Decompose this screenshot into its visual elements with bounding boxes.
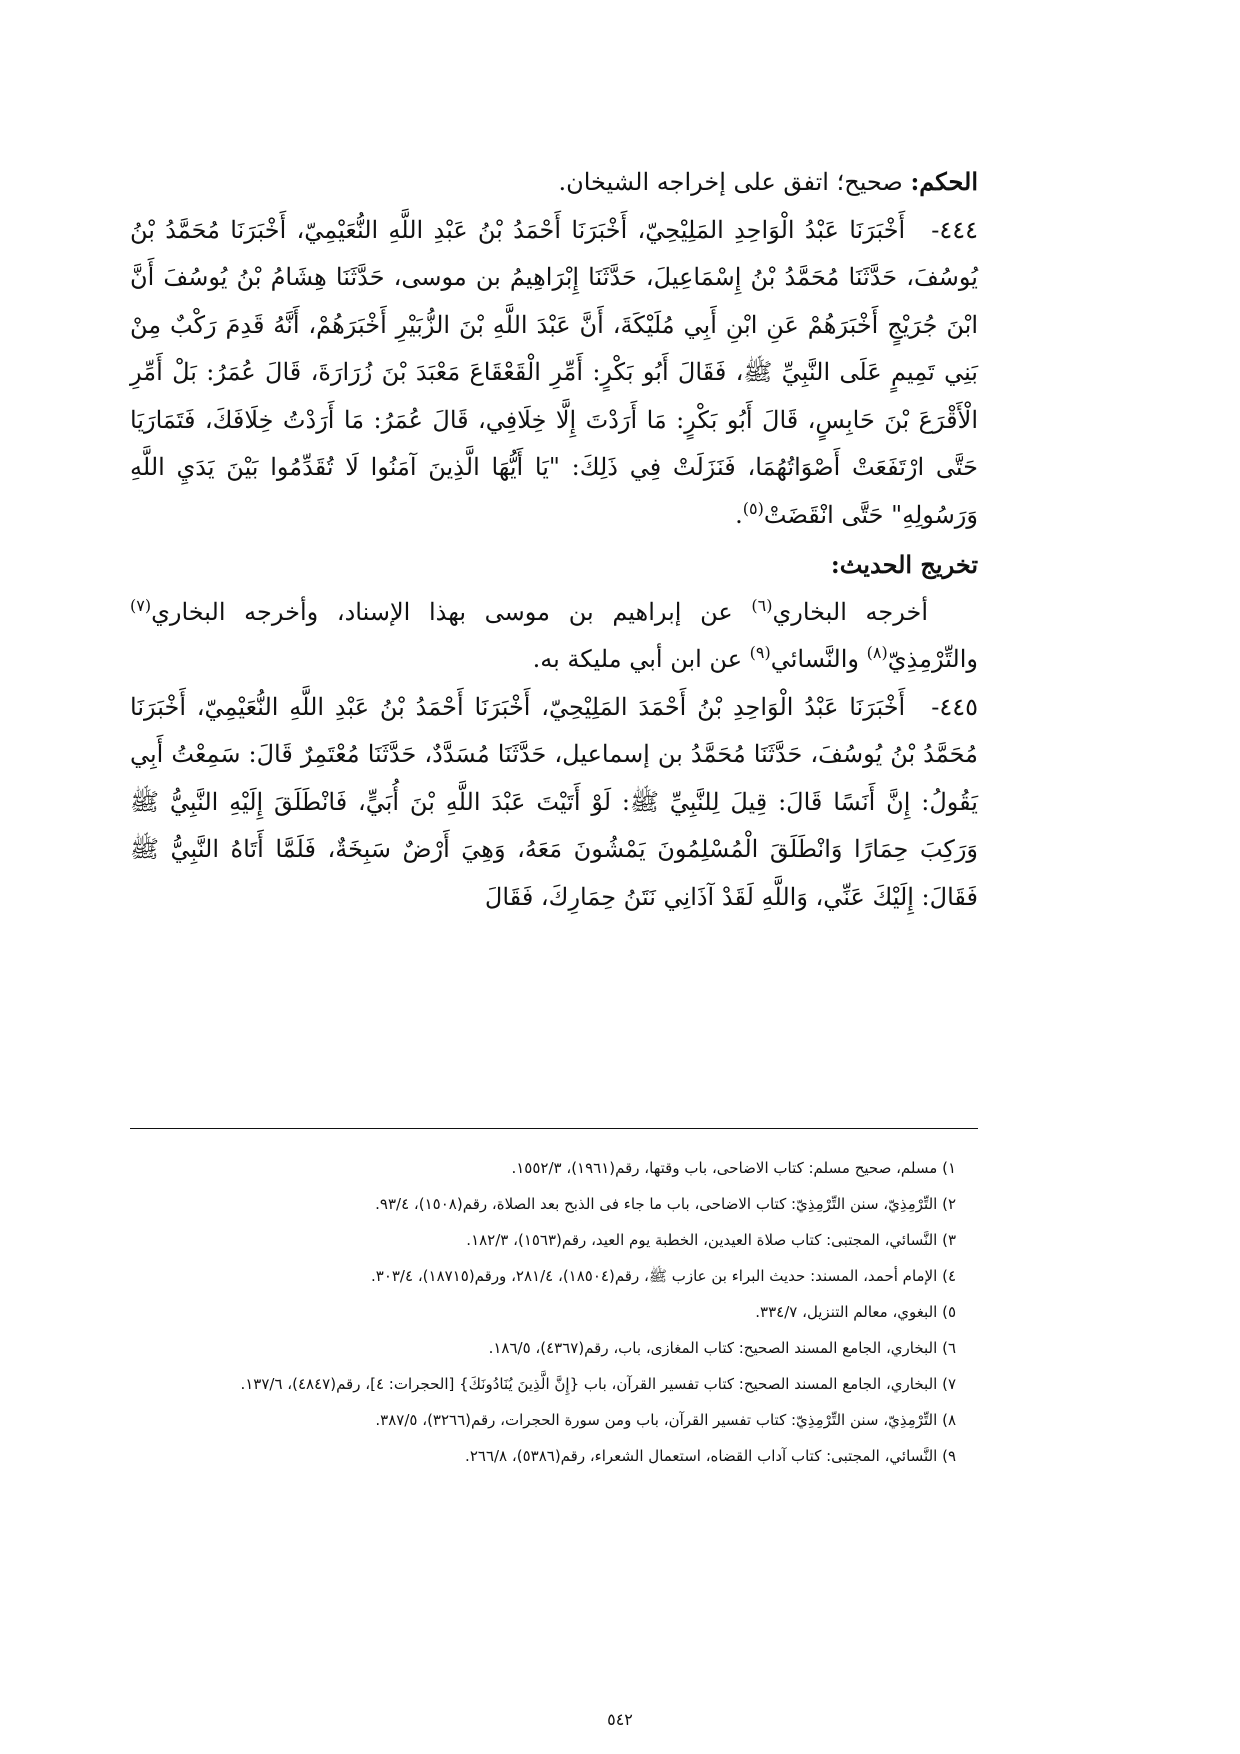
footnote-text: التِّرْمِذِيّ، سنن التِّرْمِذِيّ: كتاب الاضاحى، باب ما جاء فى الذبح بعد الصلاة، رقم(١٥٠٨)، ٩٣/٤. [375,1195,943,1213]
footnote-number: ٤) [942,1267,956,1285]
footnote-7 [130,1366,978,1402]
footnote-divider [130,1128,978,1129]
footnote-number: ٢) [942,1195,956,1213]
footnote-ref-6[interactable]: (٦) [751,595,773,615]
footnote-5 [130,1294,978,1330]
footnote-1 [130,1150,978,1186]
main-text [130,158,978,921]
footnote-text: البخاري، الجامع المسند الصحيح: كتاب تفسير القرآن، باب {إِنَّ الَّذِينَ يُنَادُونَكَ} [الحجرات: ٤]، رقم(٤٨٤٧)، ١٣٧/٦. [240,1375,943,1393]
hadith-444-number: ٤٤٤- [931,215,978,244]
footnotes [130,1150,978,1474]
footnote-number: ٩) [942,1447,956,1465]
ruling-label: الحكم: [910,167,978,196]
takhrij-heading: تخريج الحديث: [830,550,978,579]
footnote-text: البخاري، الجامع المسند الصحيح: كتاب المغازى، باب، رقم(٤٣٦٧)، ١٨٦/٥. [488,1339,943,1357]
footnote-6 [130,1330,978,1366]
takhrij-text-3: والتِّرْمِذِيّ [887,645,978,673]
footnote-number: ١) [942,1159,956,1177]
footnote-8 [130,1402,978,1438]
footnote-ref-5[interactable]: (٥) [742,498,764,518]
footnote-text: الإمام أحمد، المسند: حديث البراء بن عازب ﷺ، رقم(١٨٥٠٤)، ٢٨١/٤، ورقم(١٨٧١٥)، ٣٠٣/٤. [370,1267,943,1285]
footnote-ref-7[interactable]: (٧) [130,595,152,615]
footnote-text: البغوي، معالم التنزيل، ٣٣٤/٧. [755,1303,943,1321]
footnote-2 [130,1186,978,1222]
footnote-number: ٧) [942,1375,956,1393]
footnote-text: النَّسائي، المجتبى: كتاب صلاة العيدين، الخطبة يوم العيد، رقم(١٥٦٣)، ١٨٢/٣. [466,1231,943,1249]
hadith-445 [130,684,978,922]
footnote-number: ٣) [942,1231,956,1249]
takhrij-text-5: عن ابن أبي مليكة به. [532,645,750,673]
hadith-444-text: أَخْبَرَنَا عَبْدُ الْوَاحِدِ المَلِيْحِيّ، أَخْبَرَنَا أَحْمَدُ بْنُ عَبْدِ اللَّهِ النُّعَيْمِيّ، أَخْبَرَنَا مُحَمَّدُ بْنُ يُوسُفَ، حَدَّثَنَا مُحَمَّدُ بْنُ إِسْمَاعِيلَ، حَدَّثَنَا إِبْرَاهِيمُ بن موسى، حَدَّثَنَا هِشَامُ بْنُ يُوسُفَ أَنَّ ابْنَ جُرَيْجٍ أَخْبَرَهُمْ عَنِ ابْنِ أَبِي مُلَيْكَةَ، أَنَّ عَبْدَ اللَّهِ بْنَ الزُّبَيْرِ أَخْبَرَهُمْ، أَنَّهُ قَدِمَ رَكْبٌ مِنْ بَنِي تَمِيمٍ عَلَى النَّبِيِّ ﷺ، فَقَالَ أَبُو بَكْرٍ: أَمِّرِ الْقَعْقَاعَ مَعْبَدَ بْنَ زُرَارَةَ، قَالَ عُمَرُ: بَلْ أَمِّرِ الْأَقْرَعَ بْنَ حَابِسٍ، قَالَ أَبُو بَكْرٍ: مَا أَرَدْتَ إِلَّا خِلَافِي، قَالَ عُمَرُ: مَا أَرَدْتُ خِلَافَكَ، فَتَمَارَيَا حَتَّى ارْتَفَعَتْ أَصْوَاتُهُمَا، فَنَزَلَتْ فِي ذَلِكَ: "يَا أَيُّهَا الَّذِينَ آمَنُوا لَا تُقَدِّمُوا بَيْنَ يَدَيِ اللَّهِ وَرَسُولِهِ" حَتَّى انْقَضَتْ [130,215,978,529]
footnote-text: مسلم، صحيح مسلم: كتاب الاضاحى، باب وقتها، رقم(١٩٦١)، ١٥٥٢/٣. [511,1159,943,1177]
takhrij-text-4: والنَّسائي [770,645,867,673]
footnote-number: ٦) [942,1339,956,1357]
takhrij-paragraph [130,589,978,684]
footnote-text: التِّرْمِذِيّ، سنن التِّرْمِذِيّ: كتاب تفسير القرآن، باب ومن سورة الحجرات، رقم(٣٢٦٦)، ٣٨٧/٥. [375,1411,943,1429]
footnote-4 [130,1258,978,1294]
footnote-text: النَّسائي، المجتبى: كتاب آداب القضاه، استعمال الشعراء، رقم(٥٣٨٦)، ٢٦٦/٨. [465,1447,943,1465]
ruling-text: صحيح؛ اتفق على إخراجه الشيخان. [558,168,911,196]
footnote-3 [130,1222,978,1258]
hadith-445-text: أَخْبَرَنَا عَبْدُ الْوَاحِدِ بْنُ أَحْمَدَ المَلِيْحِيّ، أَخْبَرَنَا أَحْمَدُ بْنُ عَبْدِ اللَّهِ النُّعَيْمِيّ، أَخْبَرَنَا مُحَمَّدُ بْنُ يُوسُفَ، حَدَّثَنَا مُحَمَّدُ بن إسماعيل، حَدَّثَنَا مُسَدَّدٌ، حَدَّثَنَا مُعْتَمِرٌ قَالَ: سَمِعْتُ أَبِي يَقُولُ: إِنَّ أَنَسًا قَالَ: قِيلَ لِلنَّبِيِّ ﷺ: لَوْ أَتَيْتَ عَبْدَ اللَّهِ بْنَ أُبَيٍّ، فَانْطَلَقَ إِلَيْهِ النَّبِيُّ ﷺ وَرَكِبَ حِمَارًا وَانْطَلَقَ الْمُسْلِمُونَ يَمْشُونَ مَعَهُ، وَهِيَ أَرْضٌ سَبِخَةٌ، فَلَمَّا أَتَاهُ النَّبِيُّ ﷺ فَقَالَ: إِلَيْكَ عَنِّي، وَاللَّهِ لَقَدْ آذَانِي نَتَنُ حِمَارِكَ، فَقَالَ [130,692,978,911]
footnote-9 [130,1438,978,1474]
footnote-ref-9[interactable]: (٩) [749,643,771,662]
hadith-444-end: . [735,500,743,529]
footnote-number: ٨) [942,1411,956,1429]
footnote-number: ٥) [942,1303,956,1321]
page-number: ٥٤٢ [607,1710,633,1729]
takhrij-text-1: أخرجه البخاري [772,597,929,626]
hadith-444 [130,207,978,540]
footnote-ref-8[interactable]: (٨) [866,643,888,662]
ruling-line [130,158,978,207]
takhrij-text-2: عن إبراهيم بن موسى بهذا الإسناد، وأخرجه البخاري [151,597,752,626]
hadith-445-number: ٤٤٥- [931,692,978,721]
